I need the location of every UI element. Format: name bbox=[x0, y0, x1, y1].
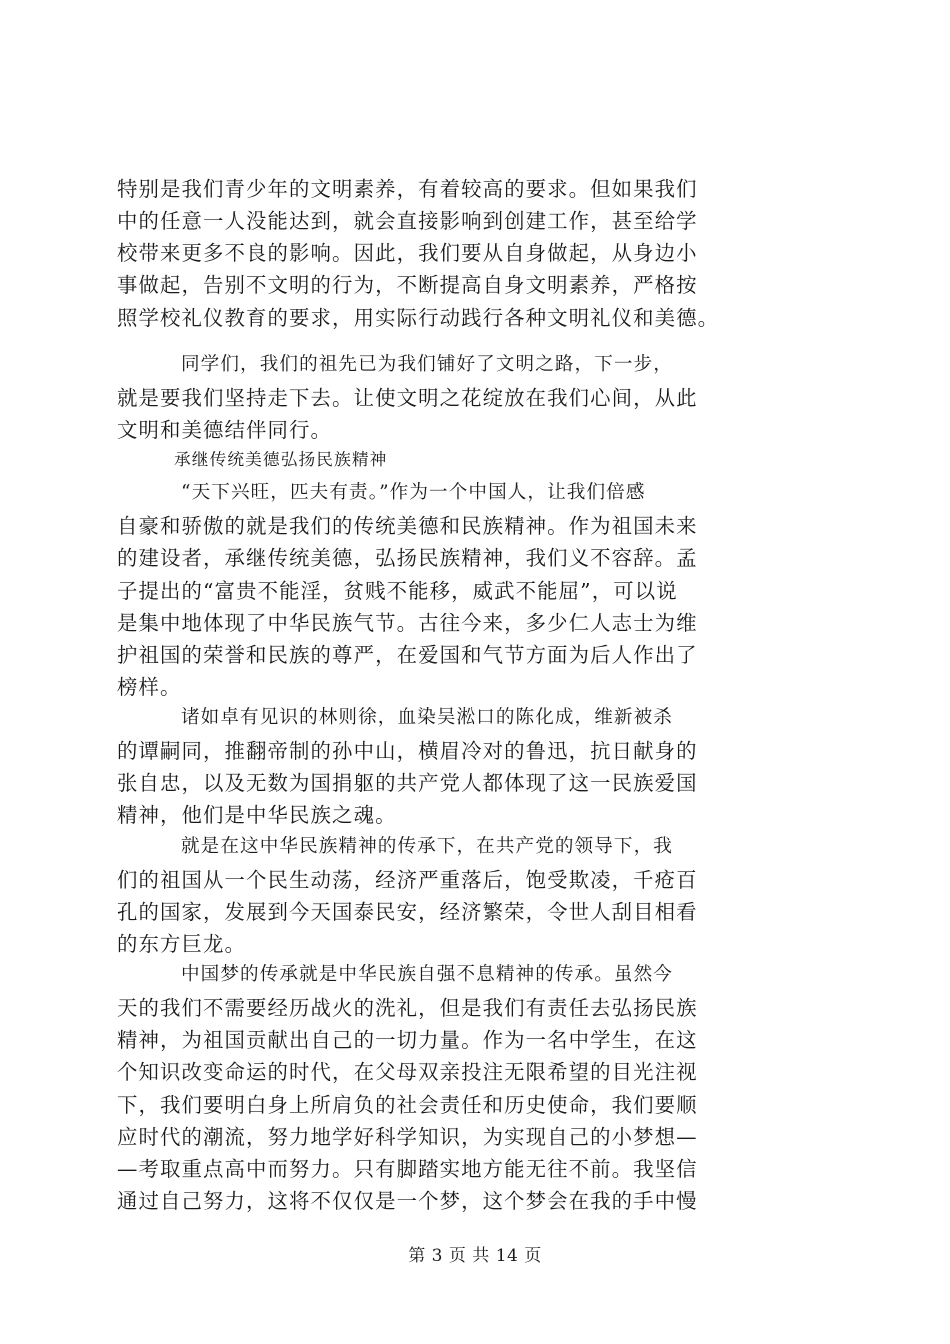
page-number-footer: 第 3 页 共 14 页 bbox=[408, 1246, 542, 1266]
text-line: 子提出的“富贵不能淫，贫贱不能移，威武不能屈”，可以说 bbox=[117, 579, 678, 603]
section-heading: 承继传统美德弘扬民族精神 bbox=[174, 449, 388, 469]
text-line: 文明和美德结伴同行。 bbox=[117, 418, 333, 442]
text-line: 个知识改变命运的时代，在父母双亲投注无限希望的目光注视 bbox=[117, 1060, 698, 1084]
text-line: —考取重点高中而努力。只有脚踏实地方能无往不前。我坚信 bbox=[117, 1157, 698, 1181]
text-line: 就是要我们坚持走下去。让使文明之花绽放在我们心间，从此 bbox=[117, 386, 698, 410]
text-line: 精神，他们是中华民族之魂。 bbox=[117, 803, 397, 827]
text-line: 是集中地体现了中华民族气节。古往今来，多少仁人志士为维 bbox=[117, 611, 698, 635]
text-line: 中国梦的传承就是中华民族自强不息精神的传承。虽然今 bbox=[181, 964, 673, 985]
text-line: 们的祖国从一个民生动荡，经济严重落后，饱受欺凌，千疮百 bbox=[117, 868, 698, 892]
text-line: 天的我们不需要经历战火的洗礼，但是我们有责任去弘扬民族 bbox=[117, 996, 698, 1020]
text-line: “天下兴旺，匹夫有责。”作为一个中国人，让我们倍感 bbox=[181, 482, 646, 503]
text-line: 的建设者，承继传统美德，弘扬民族精神，我们义不容辞。孟 bbox=[117, 546, 698, 570]
text-line: 榜样。 bbox=[117, 675, 182, 699]
text-line: 中的任意一人没能达到，就会直接影响到创建工作，甚至给学 bbox=[117, 209, 698, 233]
text-line: 孔的国家，发展到今天国泰民安，经济繁荣，令世人刮目相看 bbox=[117, 900, 698, 924]
text-line: 就是在这中华民族精神的传承下，在共产党的领导下，我 bbox=[181, 836, 673, 857]
text-line: 下，我们要明白身上所肩负的社会责任和历史使命，我们要顺 bbox=[117, 1093, 698, 1117]
text-line: 应时代的潮流，努力地学好科学知识，为实现自己的小梦想— bbox=[117, 1125, 698, 1149]
text-line: 通过自己努力，这将不仅仅是一个梦，这个梦会在我的手中慢 bbox=[117, 1189, 698, 1213]
text-line: 同学们，我们的祖先已为我们铺好了文明之路，下一步， bbox=[181, 354, 673, 375]
text-line: 自豪和骄傲的就是我们的传统美德和民族精神。作为祖国未来 bbox=[117, 514, 698, 538]
text-line: 特别是我们青少年的文明素养，有着较高的要求。但如果我们 bbox=[117, 177, 698, 201]
text-line: 张自忠，以及无数为国捐躯的共产党人都体现了这一民族爱国 bbox=[117, 771, 698, 795]
text-line: 精神，为祖国贡献出自己的一切力量。作为一名中学生，在这 bbox=[117, 1028, 698, 1052]
text-line: 诸如卓有见识的林则徐，血染吴淞口的陈化成，维新被杀 bbox=[181, 707, 673, 728]
text-line: 的谭嗣同，推翻帝制的孙中山，横眉冷对的鲁迅，抗日献身的 bbox=[117, 739, 698, 763]
text-line: 护祖国的荣誉和民族的尊严，在爱国和气节方面为后人作出了 bbox=[117, 643, 698, 667]
text-line: 校带来更多不良的影响。因此，我们要从自身做起，从身边小 bbox=[117, 241, 698, 265]
text-line: 照学校礼仪教育的要求，用实际行动践行各种文明礼仪和美德。 bbox=[117, 306, 720, 330]
text-line: 事做起，告别不文明的行为，不断提高自身文明素养，严格按 bbox=[117, 273, 698, 297]
text-line: 的东方巨龙。 bbox=[117, 932, 247, 956]
